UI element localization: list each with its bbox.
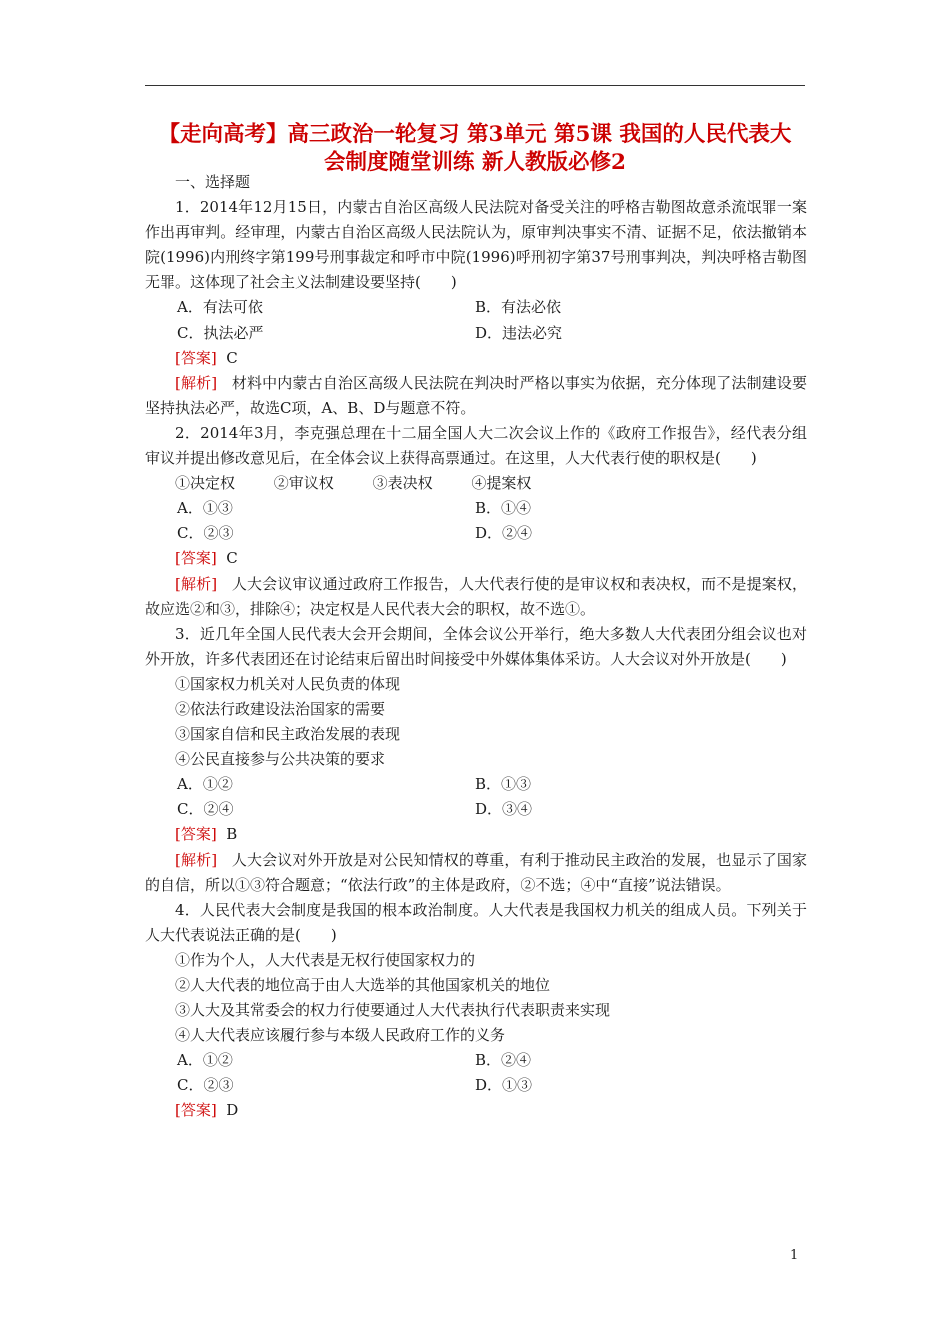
question-2-answer	[145, 546, 807, 571]
question-4-answer	[145, 1098, 807, 1123]
analysis-text: 材料中内蒙古自治区高级人民法院在判决时严格以事实为依据，充分体现了法制建设要坚持执法必严，故选C项，A、B、D与题意不符。	[145, 373, 807, 417]
question-2-options	[145, 496, 807, 521]
analysis-tag: [解析]	[175, 850, 218, 869]
question-4-options	[145, 1048, 807, 1073]
question-3-options	[145, 772, 807, 797]
answer-value: C	[226, 549, 238, 568]
question-1-options-2	[145, 321, 807, 346]
question-1-analysis	[145, 371, 807, 421]
choice-4: ④提案权	[471, 474, 532, 493]
answer-tag: [答案]	[175, 825, 217, 844]
option-a[interactable]: A．①②	[177, 1051, 233, 1070]
choice-1: ①决定权	[175, 474, 236, 493]
section-heading: 一、选择题	[175, 173, 251, 191]
option-c[interactable]: C．②③	[177, 1076, 234, 1095]
question-2-analysis	[145, 572, 807, 622]
answer-value: D	[226, 1101, 239, 1120]
title-line-1: 【走向高考】高三政治一轮复习 第3单元 第5课 我国的人民代表大	[158, 122, 792, 147]
document-title	[145, 121, 805, 177]
question-2-stem: 2．2014年3月，李克强总理在十二届全国人大二次会议上作的《政府工作报告》，经代表分组审议并提出修改意见后，在全体会议上获得高票通过。在这里，人大代表行使的职权是( )	[145, 423, 807, 468]
statement-3: ③人大及其常委会的权力行使要通过人大代表执行代表职责来实现	[175, 1001, 611, 1020]
answer-tag: [答案]	[175, 1101, 217, 1120]
analysis-text: 人大会议审议通过政府工作报告，人大代表行使的是审议权和表决权，而不是提案权，故应选②和③，排除④；决定权是人民代表大会的职权，故不选①。	[145, 574, 807, 618]
question-3-answer	[145, 822, 807, 847]
question-1-answer	[145, 346, 807, 371]
page-number: 1	[790, 1248, 799, 1263]
choice-3: ③表决权	[372, 474, 433, 493]
analysis-tag: [解析]	[175, 373, 218, 392]
question-2-choices	[145, 471, 807, 496]
answer-tag: [答案]	[175, 348, 217, 367]
answer-tag: [答案]	[175, 549, 217, 568]
option-a[interactable]: A．有法可依	[177, 298, 263, 317]
option-c[interactable]: C．执法必严	[177, 323, 264, 342]
statement-4: ④公民直接参与公共决策的要求	[175, 750, 386, 769]
option-c[interactable]: C．②④	[177, 800, 234, 819]
option-d[interactable]: D．①③	[475, 1076, 533, 1095]
option-d[interactable]: D．违法必究	[475, 323, 563, 342]
answer-value: C	[226, 348, 238, 367]
statement-4: ④人大代表应该履行参与本级人民政府工作的义务	[175, 1026, 506, 1045]
statement-1: ①国家权力机关对人民负责的体现	[175, 674, 401, 693]
question-4-options-2	[145, 1073, 807, 1098]
option-b[interactable]: B．有法必依	[475, 298, 562, 317]
option-a[interactable]: A．①②	[177, 775, 233, 794]
document-body	[145, 170, 807, 1124]
option-b[interactable]: B．②④	[475, 1051, 532, 1070]
question-1-options	[145, 295, 807, 320]
question-1-stem: 1．2014年12月15日，内蒙古自治区高级人民法院对备受关注的呼格吉勒图故意杀流氓罪一案作出再审判。经审理，内蒙古自治区高级人民法院认为，原审判决事实不清、证据不足，依法撤销本院(1996)内刑终字第199号刑事裁定和呼市中院(1996)呼刑初字第37号刑事判决，判决呼格吉勒图无罪。这体现了社会主义法制建设要坚持( )	[145, 198, 807, 292]
title-line-2: 会制度随堂训练 新人教版必修2	[324, 150, 626, 175]
answer-value: B	[226, 825, 238, 844]
question-2-options-2	[145, 521, 807, 546]
choice-2: ②审议权	[273, 474, 334, 493]
option-b[interactable]: B．①④	[475, 499, 532, 518]
option-b[interactable]: B．①③	[475, 775, 532, 794]
option-c[interactable]: C．②③	[177, 524, 234, 543]
statement-3: ③国家自信和民主政治发展的表现	[175, 725, 401, 744]
analysis-tag: [解析]	[175, 574, 218, 593]
question-3-stem: 3．近几年全国人民代表大会开会期间，全体会议公开举行，绝大多数人大代表团分组会议也对外开放，许多代表团还在讨论结束后留出时间接受中外媒体集体采访。人大会议对外开放是( )	[145, 624, 807, 668]
statement-1: ①作为个人，人大代表是无权行使国家权力的	[175, 950, 476, 969]
statement-2: ②依法行政建设法治国家的需要	[175, 699, 386, 718]
question-4-stem: 4．人民代表大会制度是我国的根本政治制度。人大代表是我国权力机关的组成人员。下列关于人大代表说法正确的是( )	[145, 900, 807, 944]
statement-2: ②人大代表的地位高于由人大选举的其他国家机关的地位	[175, 976, 551, 994]
option-d[interactable]: D．③④	[475, 800, 533, 819]
question-3-options-2	[145, 797, 807, 822]
question-3-analysis	[145, 848, 807, 898]
option-a[interactable]: A．①③	[177, 499, 233, 518]
option-d[interactable]: D．②④	[475, 524, 533, 543]
header-rule	[145, 85, 805, 86]
analysis-text: 人大会议对外开放是对公民知情权的尊重，有利于推动民主政治的发展，也显示了国家的自信，所以①③符合题意；“依法行政”的主体是政府，②不选；④中“直接”说法错误。	[145, 850, 807, 894]
